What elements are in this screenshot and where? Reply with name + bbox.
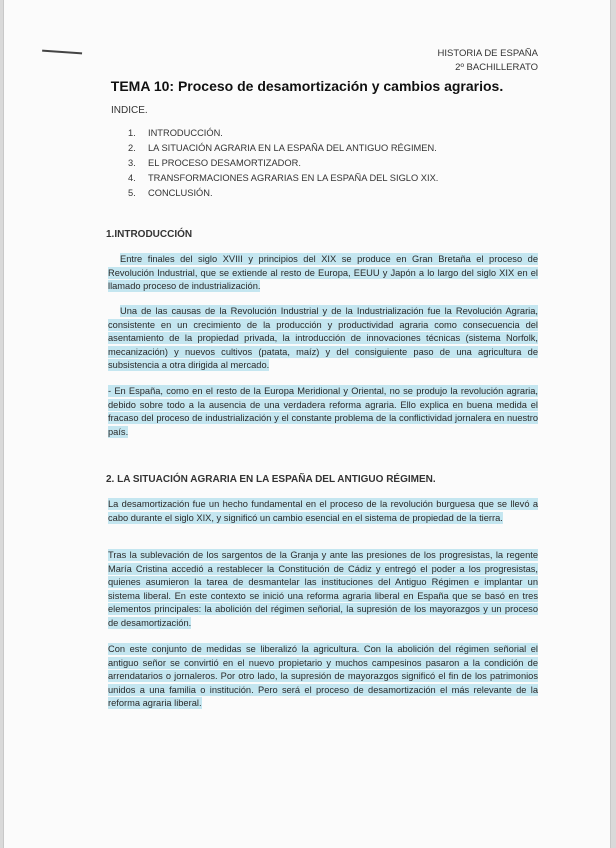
course-label: 2º BACHILLERATO xyxy=(455,62,538,73)
highlighted-text: Tras la sublevación de los sargentos de la Granja y ante las presiones de los progresistas, la regente María Cristina accedió a restablecer la Constitución de Cádiz y entregó el poder a los progresistas, quienes asumieron la tarea de desmantelar las instituciones del Antiguo Régimen e implantar un sistema liberal. En este contexto se inició una reforma agraria liberal en España que se basó en tres elementos principales: la abolición del régimen señorial, la supresión de los mayorazgos y un proceso de desamortización. xyxy=(108,550,538,628)
page-title xyxy=(4,78,610,94)
index-item: 4. TRANSFORMACIONES AGRARIAS EN LA ESPAÑA DEL SIGLO XIX. xyxy=(128,173,439,183)
pen-mark xyxy=(42,50,82,58)
document-header xyxy=(438,47,538,75)
subject-label: HISTORIA DE ESPAÑA xyxy=(437,48,538,59)
title-text: Proceso de desamortización y cambios agrarios. xyxy=(177,78,504,94)
section-heading-situacion-agraria: 2. LA SITUACIÓN AGRARIA EN LA ESPAÑA DEL ANTIGUO RÉGIMEN. xyxy=(106,474,436,485)
section-heading-introduccion: 1.INTRODUCCIÓN xyxy=(106,229,193,240)
highlighted-text: Una de las causas de la Revolución Industrial y de la Industrialización fue la Revolución Agraria, consistente en un crecimiento de la producción y productividad agraria como consecuencia del asentamiento de la propiedad privada, la introducción de innovaciones técnicas (sistema Norfolk, mecanización) y nuevos cultivos (patata, maíz) y del consiguiente paso de una agricultura de subsistencia a otra dirigida al mercado. xyxy=(108,306,538,371)
highlighted-text: Con este conjunto de medidas se liberalizó la agricultura. Con la abolición del régimen señorial el antiguo señor se convirtió en el nuevo propietario y muchos campesinos pasaron a la condición de arrendatarios o jornaleros. Por otro lado, la supresión de mayorazgos significó el fin de los patrimonios unidos a una familia o institución. Pero será el proceso de desamortización el más relevante de la reforma agraria liberal. xyxy=(108,644,538,709)
index-heading: INDICE. xyxy=(111,105,148,116)
index-item: 5. CONCLUSIÓN. xyxy=(128,188,213,198)
highlighted-text: - En España, como en el resto de la Europa Meridional y Oriental, no se produjo la revolución agraria, debido sobre todo a la ausencia de una verdadera reforma agraria. Ello explica en buena medida el fracaso del proceso de industrialización y el constante problema de la conflictividad jornalera en nuestro país. xyxy=(108,386,538,437)
index-list xyxy=(128,126,438,201)
index-item: 2. LA SITUACIÓN AGRARIA EN LA ESPAÑA DEL ANTIGUO RÉGIMEN. xyxy=(128,143,437,153)
title-prefix: TEMA 10: xyxy=(110,78,175,94)
paragraph xyxy=(108,549,538,631)
paragraph xyxy=(108,253,538,294)
paragraph xyxy=(108,385,538,439)
paragraph xyxy=(108,305,538,373)
highlighted-text: Entre finales del siglo XVIII y principios del XIX se produce en Gran Bretaña el proceso de Revolución Industrial, que se extiende al resto de Europa, EEUU y Japón a lo largo del siglo XIX en el llamado proceso de industrialización. xyxy=(108,254,538,292)
highlighted-text: La desamortización fue un hecho fundamental en el proceso de la revolución burguesa que se llevó a cabo durante el siglo XIX, y significó un cambio esencial en el sistema de propiedad de la tierra. xyxy=(108,499,538,523)
index-item: 3. EL PROCESO DESAMORTIZADOR. xyxy=(128,158,301,168)
paragraph xyxy=(108,498,538,525)
document-page xyxy=(4,0,610,848)
paragraph xyxy=(108,643,538,711)
index-item: 1. INTRODUCCIÓN. xyxy=(128,128,223,138)
